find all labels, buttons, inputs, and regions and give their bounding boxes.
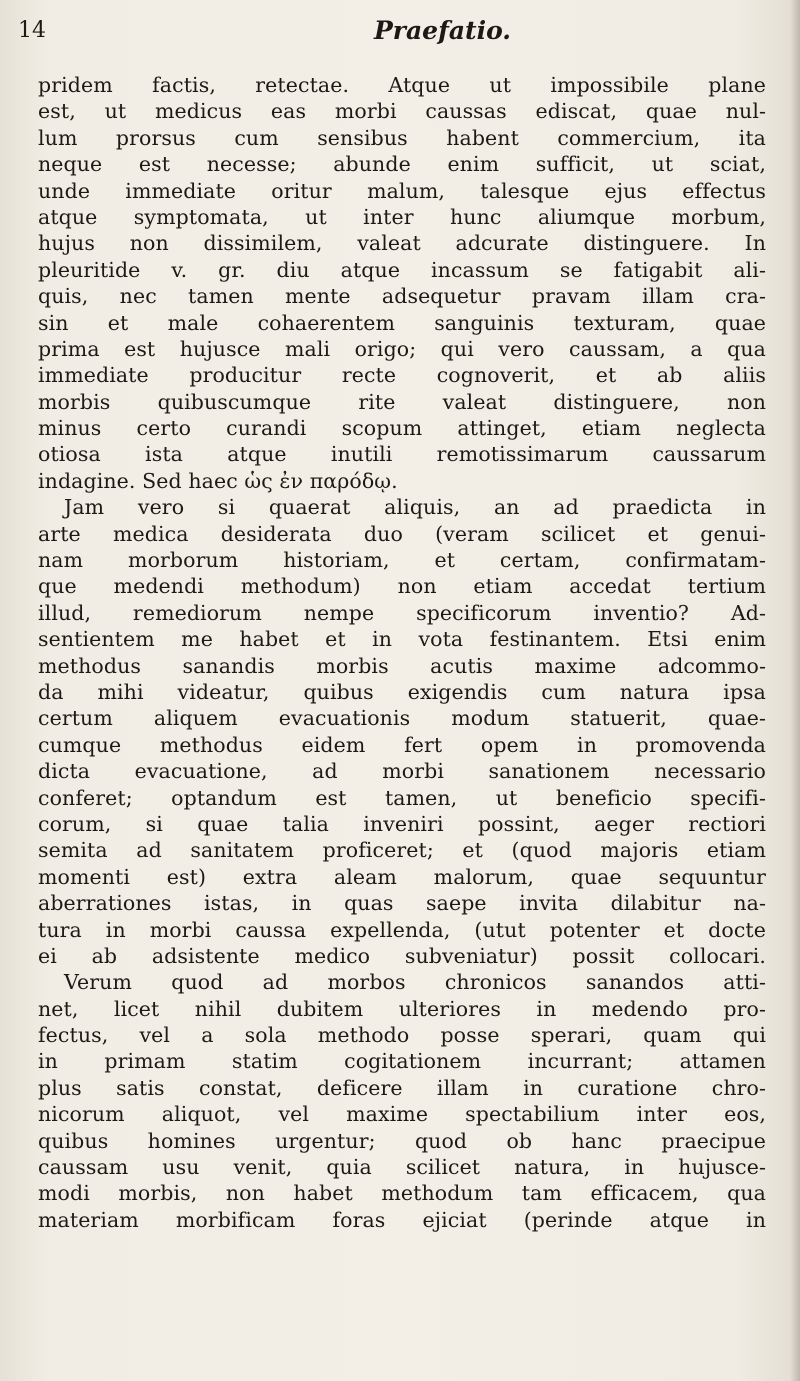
body-text: [38, 72, 766, 1233]
text-line: semita ad sanitatem proficeret; et (quod majoris etiam: [38, 838, 766, 863]
text-line: pridem factis, retectae. Atque ut impossibile plane: [38, 73, 766, 97]
text-line: quis, nec tamen mente adsequetur pravam illam cra-: [38, 284, 766, 309]
text-line: fectus, vel a sola methodo posse sperari, quam qui: [38, 1023, 766, 1048]
text-line: modi morbis, non habet methodum tam efficacem, qua: [38, 1181, 766, 1206]
text-line: que medendi methodum) non etiam accedat tertium: [38, 574, 766, 599]
text-line: in primam statim cogitationem incurrant; attamen: [38, 1049, 766, 1074]
text-line: lum prorsus cum sensibus habent commercium, ita: [38, 125, 766, 150]
text-line: arte medica desiderata duo (veram scilicet et genui-: [38, 521, 766, 546]
text-line: corum, si quae talia inveniri possint, aeger rectiori: [38, 811, 766, 836]
text-line: tura in morbi caussa expellenda, (utut potenter et docte: [38, 917, 766, 942]
running-head: [18, 14, 778, 54]
page-number: 14: [18, 18, 46, 43]
text-line: pleuritide v. gr. diu atque incassum se fatigabit ali-: [38, 257, 766, 282]
running-title: Praefatio.: [374, 16, 512, 45]
text-line: aberrationes istas, in quas saepe invita dilabitur na-: [38, 891, 766, 916]
text-line: ei ab adsistente medico subveniatur) possit collocari.: [38, 943, 766, 968]
text-line: nam morborum historiam, et certam, confirmatam-: [38, 548, 766, 573]
text-line: cumque methodus eidem fert opem in promovenda: [38, 732, 766, 757]
page-edge-shadow: [790, 0, 800, 1381]
text-line: prima est hujusce mali origo; qui vero caussam, a qua: [38, 336, 766, 361]
text-line: sentientem me habet et in vota festinantem. Etsi enim: [38, 627, 766, 652]
text-line: plus satis constat, deficere illam in curatione chro-: [38, 1075, 766, 1100]
text-line: est, ut medicus eas morbi caussas ediscat, quae nul-: [38, 99, 766, 124]
text-line: unde immediate oritur malum, talesque ejus effectus: [38, 178, 766, 203]
text-line: minus certo curandi scopum attinget, etiam neglecta: [38, 416, 766, 441]
text-line: morbis quibuscumque rite valeat distinguere, non: [38, 389, 766, 414]
text-line: neque est necesse; abunde enim sufficit, ut sciat,: [38, 152, 766, 177]
text-line: nicorum aliquot, vel maxime spectabilium inter eos,: [38, 1102, 766, 1127]
text-line: momenti est) extra aleam malorum, quae sequuntur: [38, 864, 766, 889]
text-line: quibus homines urgentur; quod ob hanc praecipue: [38, 1128, 766, 1153]
text-line: materiam morbificam foras ejiciat (perinde atque in: [38, 1207, 766, 1232]
text-line: indagine. Sed haec ὡς ἐν παρόδῳ.: [38, 468, 398, 493]
text-line: caussam usu venit, quia scilicet natura, in hujusce-: [38, 1155, 766, 1180]
text-line: da mihi videatur, quibus exigendis cum natura ipsa: [38, 679, 766, 704]
text-line: illud, remediorum nempe specificorum inventio? Ad-: [38, 600, 766, 625]
text-line: dicta evacuatione, ad morbi sanationem necessario: [38, 759, 766, 784]
text-line: Jam vero si quaerat aliquis, an ad praedicta in: [64, 495, 766, 520]
text-line: certum aliquem evacuationis modum statuerit, quae-: [38, 706, 766, 731]
text-line: net, licet nihil dubitem ulteriores in medendo pro-: [38, 996, 766, 1021]
text-line: atque symptomata, ut inter hunc aliumque morbum,: [38, 204, 766, 229]
text-line: methodus sanandis morbis acutis maxime adcommo-: [38, 653, 766, 678]
text-line: immediate producitur recte cognoverit, et ab aliis: [38, 363, 766, 388]
text-line: Verum quod ad morbos chronicos sanandos atti-: [64, 970, 766, 995]
text-line: hujus non dissimilem, valeat adcurate distinguere. In: [38, 231, 766, 256]
text-line: conferet; optandum est tamen, ut beneficio specifi-: [38, 785, 766, 810]
text-line: otiosa ista atque inutili remotissimarum caussarum: [38, 442, 766, 467]
text-line: sin et male cohaerentem sanguinis texturam, quae: [38, 310, 766, 335]
